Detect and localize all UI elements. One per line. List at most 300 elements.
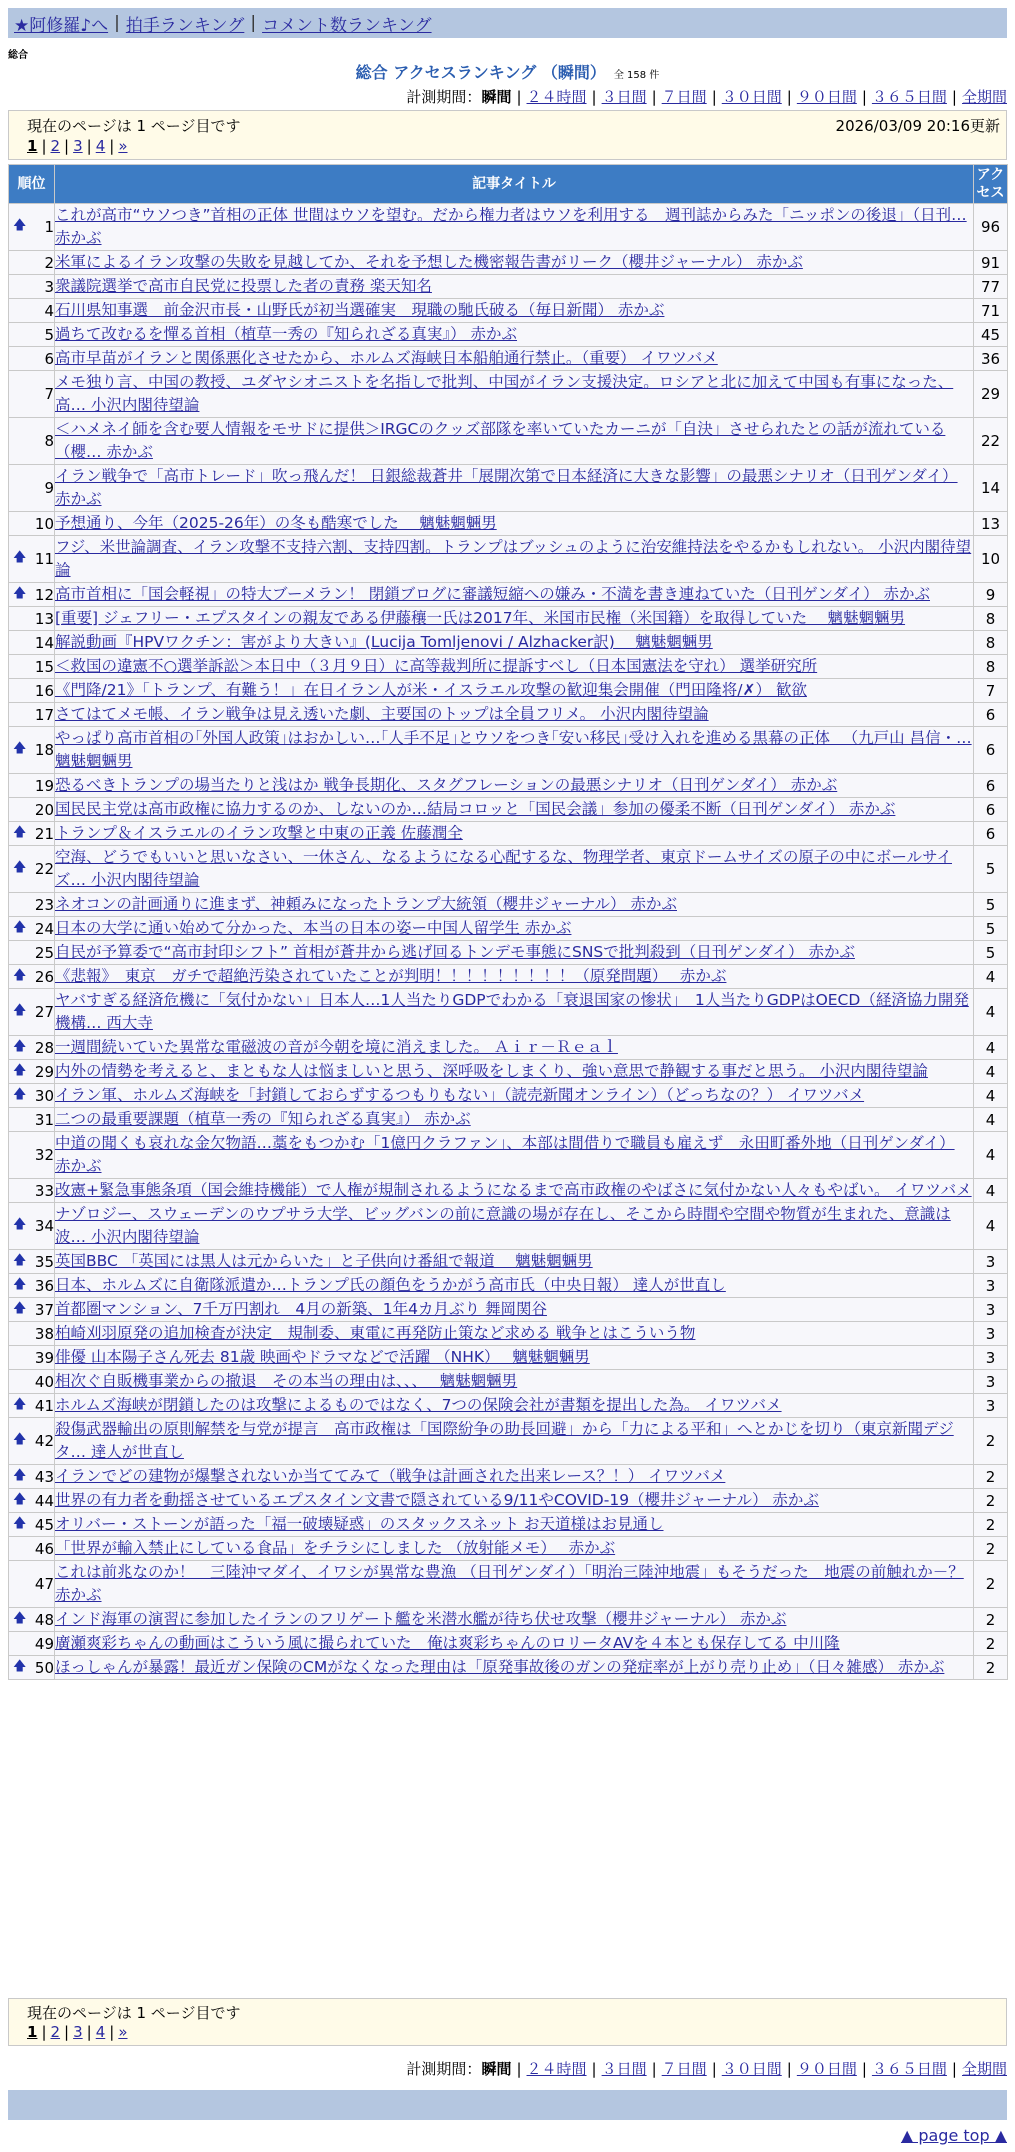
rank-cell xyxy=(9,679,55,703)
total-count: 全 158 件 xyxy=(613,70,660,81)
access-count: 5 xyxy=(974,893,1008,917)
access-count: 29 xyxy=(974,371,1008,418)
pager-page-link[interactable]: » xyxy=(118,2023,128,2041)
ranking-table xyxy=(8,164,1008,1680)
article-title-link[interactable]: フジ、米世論調査、イラン攻撃不支持六割、支持四割。トランプはブッシュのように治安維持法をやるかもしれない。 小沢内閣待望論 xyxy=(55,538,972,579)
rank-number: 19 xyxy=(34,776,54,795)
rank-number: 31 xyxy=(34,1110,54,1129)
pager-current-page: 1 xyxy=(27,137,38,155)
title-cell xyxy=(55,1298,974,1322)
title-cell xyxy=(55,846,974,893)
rank-number: 14 xyxy=(34,633,54,652)
rank-cell xyxy=(9,275,55,299)
title-cell xyxy=(55,631,974,655)
period-link[interactable]: ７日間 xyxy=(661,2060,707,2078)
table-row xyxy=(9,1036,1008,1060)
rank-cell xyxy=(9,727,55,774)
pager-separator: | xyxy=(64,137,70,155)
title-cell xyxy=(55,1322,974,1346)
access-count: 2 xyxy=(974,1656,1008,1680)
rank-cell xyxy=(9,1489,55,1513)
title-cell xyxy=(55,965,974,989)
period-label: 計測期間： xyxy=(406,2060,482,2078)
access-count: 10 xyxy=(974,536,1008,583)
period-separator: | xyxy=(786,88,792,106)
pager-page-link[interactable]: 4 xyxy=(95,137,106,155)
title-cell xyxy=(55,347,974,371)
title-cell xyxy=(55,465,974,512)
rank-number: 7 xyxy=(44,385,54,403)
rank-number: 37 xyxy=(34,1300,54,1319)
article-title-link[interactable]: 首都圏マンション、7千万円割れ 4月の新築、1年4カ月ぶり 舞岡関谷 xyxy=(55,1300,547,1318)
article-title-link[interactable]: イラン軍、ホルムズ海峡を「封鎖しておらずするつもりもない」（読売新聞オンライン）（どっちなの？） イワツバメ xyxy=(55,1086,865,1104)
rank-number: 3 xyxy=(44,277,54,296)
rank-cell xyxy=(9,703,55,727)
title-cell xyxy=(55,1465,974,1489)
access-count: 6 xyxy=(974,822,1008,846)
up-arrow-icon: 🡅 xyxy=(13,1276,27,1292)
article-title-link[interactable]: インド海軍の演習に参加したイランのフリゲート艦を米潜水艦が待ち伏せ攻撃（櫻井ジャーナル） 赤かぶ xyxy=(55,1610,787,1628)
rank-number: 49 xyxy=(34,1634,54,1653)
table-row xyxy=(9,1250,1008,1274)
title-cell xyxy=(55,371,974,418)
article-title-link[interactable]: やっぱり高市首相の｢外国人政策｣はおかしい…｢人手不足｣とウソをつき｢安い移民｣受け入れを進める黒幕の正体 （九戸山 昌信・… 魑魅魍魎男 xyxy=(55,729,972,770)
title-cell xyxy=(55,1084,974,1108)
title-cell xyxy=(55,1036,974,1060)
rank-cell xyxy=(9,917,55,941)
article-title-link[interactable]: イラン戦争で「高市トレード」吹っ飛んだ！ 日銀総裁蒼井「展開次第で日本経済に大きな影響」の最悪シナリオ（日刊ゲンダイ） 赤かぶ xyxy=(55,467,958,508)
article-title-link[interactable]: 柏崎刈羽原発の追加検査が決定 規制委、東電に再発防止策など求める 戦争とはこういう物 xyxy=(55,1324,696,1342)
rank-number: 23 xyxy=(34,895,54,914)
rank-cell xyxy=(9,989,55,1036)
access-count: 3 xyxy=(974,1370,1008,1394)
title-cell xyxy=(55,1179,974,1203)
access-count: 91 xyxy=(974,251,1008,275)
period-link[interactable]: ９０日間 xyxy=(796,88,857,106)
rank-number: 18 xyxy=(34,741,54,759)
period-link[interactable]: ３６５日間 xyxy=(871,88,947,106)
rank-number: 20 xyxy=(34,800,54,819)
current-page-text-bottom: 現在のページは 1 ページ目です xyxy=(27,2004,241,2022)
article-title-link[interactable]: 廣瀬爽彩ちゃんの動画はこういう風に撮られていた 俺は爽彩ちゃんのロリータAVを４本とも保存してる 中川隆 xyxy=(55,1634,840,1652)
page-info-bottom xyxy=(8,1998,1007,2046)
article-title-link[interactable]: ＜救国の違憲不○選挙訴訟＞本日中（３月９日）に高等裁判所に提訴すべし（日本国憲法を守れ） 選挙研究所 xyxy=(55,657,818,675)
table-row xyxy=(9,1537,1008,1561)
pager-page-link[interactable]: » xyxy=(118,137,128,155)
title-cell xyxy=(55,941,974,965)
rank-cell xyxy=(9,798,55,822)
rank-number: 13 xyxy=(34,609,54,628)
title-cell xyxy=(55,703,974,727)
title-cell xyxy=(55,1394,974,1418)
article-title-link[interactable]: 高市首相に「国会軽視」の特大ブーメラン！ 閉鎖ブログに審議短縮への嫌み・不満を書き連ねていた（日刊ゲンダイ） 赤かぶ xyxy=(55,585,930,603)
period-separator: | xyxy=(591,88,597,106)
article-title-link[interactable]: メモ独り言、中国の教授、ユダヤシオニストを名指しで批判、中国がイラン支援決定。ロシアと北に加えて中国も有事になった、高… 小沢内閣待望論 xyxy=(55,373,954,414)
access-count: 96 xyxy=(974,204,1008,251)
title-cell xyxy=(55,774,974,798)
article-title-link[interactable]: 国民民主党は高市政権に協力するのか、しないのか…結局コロッと「国民会議」参加の優柔不断（日刊ゲンダイ） 赤かぶ xyxy=(55,800,896,818)
article-title-link[interactable]: さてはてメモ帳、イラン戦争は見え透いた劇、主要国のトップは全員フリメ。 小沢内閣待望論 xyxy=(55,705,709,723)
access-count: 2 xyxy=(974,1418,1008,1465)
article-title-link[interactable]: 俳優 山本陽子さん死去 81歳 映画やドラマなどで活躍 （NHK） 魑魅魍魎男 xyxy=(55,1348,590,1366)
article-title-link[interactable]: トランプ＆イスラエルのイラン攻撃と中東の正義 佐藤潤全 xyxy=(55,824,463,842)
up-arrow-icon: 🡅 xyxy=(13,919,27,935)
rank-cell xyxy=(9,1298,55,1322)
table-row xyxy=(9,679,1008,703)
period-link[interactable]: ３日間 xyxy=(601,88,647,106)
pager-page-link[interactable]: 4 xyxy=(95,2023,106,2041)
access-count: 7 xyxy=(974,679,1008,703)
rank-cell xyxy=(9,536,55,583)
rank-number: 38 xyxy=(34,1324,54,1343)
rank-cell xyxy=(9,1537,55,1561)
pager-separator: | xyxy=(64,2023,70,2041)
title-cell xyxy=(55,323,974,347)
access-count: 4 xyxy=(974,1179,1008,1203)
up-arrow-icon: 🡅 xyxy=(13,1086,27,1102)
up-arrow-icon: 🡅 xyxy=(13,1432,27,1447)
access-count: 2 xyxy=(974,1561,1008,1608)
access-count: 5 xyxy=(974,846,1008,893)
page-top-link[interactable]: ▲ page top ▲ xyxy=(900,2126,1007,2145)
period-selector-bottom xyxy=(406,2058,1007,2079)
rank-cell xyxy=(9,846,55,893)
pager-page-link[interactable]: 2 xyxy=(50,137,61,155)
rank-number: 50 xyxy=(34,1658,54,1677)
access-count: 8 xyxy=(974,607,1008,631)
table-header-row xyxy=(9,165,1008,204)
access-count: 4 xyxy=(974,1132,1008,1179)
table-row xyxy=(9,1489,1008,1513)
article-title-link[interactable]: 空海、どうでもいいと思いなさい、一休さん、なるようになる心配するな、物理学者、東京ドームサイズの原子の中にボールサイズ… 小沢内閣待望論 xyxy=(55,848,952,889)
title-cell xyxy=(55,1203,974,1250)
article-title-link[interactable]: 石川県知事選 前金沢市長・山野氏が初当選確実 現職の馳氏破る（毎日新聞） 赤かぶ xyxy=(55,301,665,319)
home-link[interactable]: ★阿修羅♪へ xyxy=(14,15,109,36)
rank-number: 36 xyxy=(34,1276,54,1295)
rank-number: 5 xyxy=(44,325,54,344)
rank-number: 21 xyxy=(34,824,54,843)
table-row xyxy=(9,631,1008,655)
rank-number: 26 xyxy=(34,967,54,986)
rank-number: 43 xyxy=(34,1467,54,1486)
pager-page-link[interactable]: 3 xyxy=(73,2023,83,2041)
title-cell xyxy=(55,1656,974,1680)
up-arrow-icon: 🡅 xyxy=(13,1062,27,1078)
article-title-link[interactable]: [重要] ジェフリー・エプスタインの親友である伊藤穰一氏は2017年、米国市民権（米国籍）を取得していた 魑魅魍魎男 xyxy=(55,609,906,627)
table-row xyxy=(9,1322,1008,1346)
title-cell xyxy=(55,989,974,1036)
title-cell xyxy=(55,1274,974,1298)
rank-number: 16 xyxy=(34,681,54,700)
access-count: 8 xyxy=(974,631,1008,655)
period-link[interactable]: ２４時間 xyxy=(526,2060,587,2078)
article-title-link[interactable]: 一週間続いていた異常な電磁波の音が今朝を境に消えました。 Ａｉｒ－Ｒｅａｌ xyxy=(55,1038,618,1056)
pager-separator: | xyxy=(109,2023,115,2041)
article-title-link[interactable]: これは前兆なのか！ 三陸沖マダイ、イワシが異常な豊漁 （日刊ゲンダイ）「明治三陸沖地震」もそうだった 地震の前触れか－？ 赤かぶ xyxy=(55,1563,964,1604)
table-row xyxy=(9,774,1008,798)
period-link[interactable]: ３日間 xyxy=(601,2060,647,2078)
access-count: 4 xyxy=(974,1060,1008,1084)
article-title-link[interactable]: 中道の聞くも哀れな金欠物語…藁をもつかむ「1億円クラファン」、本部は間借りで職員も雇えず 永田町番外地（日刊ゲンダイ） 赤かぶ xyxy=(55,1134,955,1175)
article-title-link[interactable]: 《悲報》 東京 ガチで超絶汚染されていたことが判明！！！！！！！！！（原発問題） 赤かぶ xyxy=(55,967,727,985)
article-title-link[interactable]: 英国BBC 「英国には黒人は元からいた」と子供向け番組で報道 魑魅魍魎男 xyxy=(55,1252,593,1270)
nav-separator: | xyxy=(114,13,120,33)
rank-cell xyxy=(9,1108,55,1132)
rank-number: 11 xyxy=(34,550,54,568)
period-separator: | xyxy=(711,88,717,106)
rank-cell xyxy=(9,655,55,679)
period-current: 瞬間 xyxy=(481,2060,512,2078)
article-title-link[interactable]: 恐るべきトランプの場当たりと浅はか 戦争長期化、スタグフレーションの最悪シナリオ（日刊ゲンダイ） 赤かぶ xyxy=(55,776,838,794)
table-row xyxy=(9,703,1008,727)
table-row xyxy=(9,1132,1008,1179)
up-arrow-icon: 🡅 xyxy=(13,741,27,756)
rank-number: 22 xyxy=(34,860,54,878)
table-row xyxy=(9,893,1008,917)
title-cell xyxy=(55,655,974,679)
period-link[interactable]: ３６５日間 xyxy=(871,2060,947,2078)
article-title-link[interactable]: 予想通り、今年（2025-26年）の冬も酷寒でした 魑魅魍魎男 xyxy=(55,514,497,532)
title-cell xyxy=(55,1108,974,1132)
access-count: 77 xyxy=(974,275,1008,299)
access-count: 6 xyxy=(974,798,1008,822)
pager-current-page: 1 xyxy=(27,2023,38,2041)
article-title-link[interactable]: これが高市“ウソつき”首相の正体 世間はウソを望む。だから権力者はウソを利用する 週刊誌からみた「ニッポンの後退」（日刊… 赤かぶ xyxy=(55,206,967,247)
table-row xyxy=(9,846,1008,893)
up-arrow-icon: 🡅 xyxy=(13,1658,27,1674)
table-row xyxy=(9,1179,1008,1203)
rank-cell xyxy=(9,1656,55,1680)
pager-page-link[interactable]: 2 xyxy=(50,2023,61,2041)
table-row xyxy=(9,251,1008,275)
period-link[interactable]: ２４時間 xyxy=(526,88,587,106)
table-row xyxy=(9,418,1008,465)
ranking-title: 総合 アクセスランキング （瞬間） xyxy=(355,63,606,82)
pager-separator: | xyxy=(86,137,92,155)
rank-cell xyxy=(9,323,55,347)
rank-cell xyxy=(9,1203,55,1250)
title-cell xyxy=(55,1608,974,1632)
category-label: 総合 xyxy=(8,50,28,61)
title-cell xyxy=(55,1346,974,1370)
rank-number: 41 xyxy=(34,1396,54,1415)
rank-cell xyxy=(9,941,55,965)
title-cell xyxy=(55,1132,974,1179)
table-row xyxy=(9,1108,1008,1132)
article-title-link[interactable]: 殺傷武器輸出の原則解禁を与党が提言 高市政権は「国際紛争の助長回避」から「力による平和」へとかじを切り（東京新聞デジタ… 達人が世直し xyxy=(55,1420,954,1461)
title-cell xyxy=(55,536,974,583)
nav-separator: | xyxy=(250,13,257,33)
access-count: 2 xyxy=(974,1537,1008,1561)
rank-cell xyxy=(9,822,55,846)
rank-cell xyxy=(9,1060,55,1084)
page-title xyxy=(0,60,1015,83)
up-arrow-icon: 🡅 xyxy=(13,1003,27,1018)
title-cell xyxy=(55,1250,974,1274)
table-row xyxy=(9,465,1008,512)
period-separator: | xyxy=(951,2060,957,2078)
period-separator: | xyxy=(711,2060,717,2078)
rank-cell xyxy=(9,512,55,536)
article-title-link[interactable]: 《門降/21》「トランプ、有難う！」在日イラン人が米・イスラエル攻撃の歓迎集会開催（門田隆将/✗） 歓欲 xyxy=(55,681,807,699)
title-cell xyxy=(55,1513,974,1537)
table-row xyxy=(9,1203,1008,1250)
table-row xyxy=(9,989,1008,1036)
title-cell xyxy=(55,679,974,703)
article-title-link[interactable]: 「世界が輸入禁止にしている食品」をチラシにしました （放射能メモ） 赤かぶ xyxy=(55,1539,616,1557)
rank-number: 15 xyxy=(34,657,54,676)
article-title-link[interactable]: ネオコンの計画通りに進まず、神頼みになったトランプ大統領（櫻井ジャーナル） 赤かぶ xyxy=(55,895,677,913)
rank-number: 6 xyxy=(44,349,54,368)
access-count: 3 xyxy=(974,1346,1008,1370)
access-count: 2 xyxy=(974,1608,1008,1632)
article-title-link[interactable]: ヤバすぎる経済危機に「気付かない」日本人…1人当たりGDPでわかる「衰退国家の惨状」 1人当たりGDPはOECD（経済協力開発機構… 西大寺 xyxy=(55,991,969,1032)
period-separator: | xyxy=(516,2060,522,2078)
up-arrow-icon: 🡅 xyxy=(13,1610,27,1626)
rank-number: 34 xyxy=(34,1217,54,1235)
article-title-link[interactable]: ほっしゃんが暴露！最近ガン保険のCMがなくなった理由は「原発事故後のガンの発症率が上がり売り止め」（日々雑感） 赤かぶ xyxy=(55,1658,945,1676)
rank-number: 35 xyxy=(34,1252,54,1271)
table-row xyxy=(9,299,1008,323)
title-cell xyxy=(55,727,974,774)
article-title-link[interactable]: 内外の情勢を考えると、まともな人は悩ましいと思う、深呼吸をしまくり、強い意思で静観する事だと思う。 小沢内閣待望論 xyxy=(55,1062,928,1080)
table-row xyxy=(9,323,1008,347)
article-title-link[interactable]: イランでどの建物が爆撃されないか当ててみて（戦争は計画された出来レース？！） イワツバメ xyxy=(55,1467,726,1485)
rank-cell xyxy=(9,251,55,275)
pager-page-link[interactable]: 3 xyxy=(73,137,83,155)
rank-number: 39 xyxy=(34,1348,54,1367)
table-row xyxy=(9,1084,1008,1108)
article-title-link[interactable]: 日本、ホルムズに自衛隊派遣か…トランプ氏の顔色をうかがう高市氏（中央日報） 達人が世直し xyxy=(55,1276,726,1294)
article-title-link[interactable]: 衆議院選挙で高市自民党に投票した者の責務 楽天知名 xyxy=(55,277,432,295)
rank-cell xyxy=(9,347,55,371)
title-cell xyxy=(55,1060,974,1084)
table-row xyxy=(9,347,1008,371)
article-title-link[interactable]: 二つの最重要課題（植草一秀の『知られざる真実』） 赤かぶ xyxy=(55,1110,471,1128)
table-row xyxy=(9,512,1008,536)
period-link[interactable]: ３０日間 xyxy=(721,88,782,106)
rank-number: 1 xyxy=(44,218,54,236)
comment-ranking-link[interactable]: コメント数ランキング xyxy=(262,15,432,36)
access-count: 4 xyxy=(974,989,1008,1036)
rank-number: 10 xyxy=(34,514,54,533)
period-link[interactable]: ７日間 xyxy=(661,88,707,106)
period-separator: | xyxy=(951,88,957,106)
rank-number: 9 xyxy=(44,479,54,497)
access-count: 3 xyxy=(974,1298,1008,1322)
title-cell xyxy=(55,1537,974,1561)
rank-cell xyxy=(9,893,55,917)
period-link[interactable]: 全期間 xyxy=(961,2060,1007,2078)
article-title-link[interactable]: 相次ぐ自販機事業からの撤退 その本当の理由は、、、 魑魅魍魎男 xyxy=(55,1372,518,1390)
up-arrow-icon: 🡅 xyxy=(13,1515,27,1531)
rank-number: 40 xyxy=(34,1372,54,1391)
title-cell xyxy=(55,1489,974,1513)
table-row xyxy=(9,1060,1008,1084)
title-cell xyxy=(55,418,974,465)
rank-cell xyxy=(9,1132,55,1179)
period-separator: | xyxy=(516,88,522,106)
access-count: 2 xyxy=(974,1489,1008,1513)
rank-cell xyxy=(9,1084,55,1108)
article-title-link[interactable]: 世界の有力者を動揺させているエプスタイン文書で隠されている9/11やCOVID-19（櫻井ジャーナル） 赤かぶ xyxy=(55,1491,819,1509)
period-link[interactable]: ３０日間 xyxy=(721,2060,782,2078)
rank-cell xyxy=(9,204,55,251)
title-cell xyxy=(55,1418,974,1465)
article-title-link[interactable]: 日本の大学に通い始めて分かった、本当の日本の姿ー中国人留学生 赤かぶ xyxy=(55,919,572,937)
access-count: 2 xyxy=(974,1513,1008,1537)
access-count: 13 xyxy=(974,512,1008,536)
rank-cell xyxy=(9,1513,55,1537)
rank-cell xyxy=(9,1465,55,1489)
ranking-body xyxy=(9,204,1008,1680)
table-row xyxy=(9,727,1008,774)
access-count: 3 xyxy=(974,1322,1008,1346)
article-title-link[interactable]: 改憲+緊急事態条項（国会維持機能）で人権が規制されるようになるまで高市政権のやばさに気付かない人々もやばい。 イワツバメ xyxy=(55,1181,972,1199)
article-title-link[interactable]: オリバー・ストーンが語った「福一破壊疑惑」のスタックスネット お天道様はお見通し xyxy=(55,1515,664,1533)
access-count: 71 xyxy=(974,299,1008,323)
table-row xyxy=(9,536,1008,583)
article-title-link[interactable]: ナゾロジー、スウェーデンのウプサラ大学、ビッグバンの前に意識の場が存在し、そこから時間や空間や物質が生まれた、意識は波… 小沢内閣待望論 xyxy=(55,1205,951,1246)
rank-cell xyxy=(9,631,55,655)
table-row xyxy=(9,583,1008,607)
title-cell xyxy=(55,917,974,941)
access-count: 2 xyxy=(974,1632,1008,1656)
article-title-link[interactable]: ホルムズ海峡が閉鎖したのは攻撃によるものではなく、7つの保険会社が書類を提出した為。 イワツバメ xyxy=(55,1396,782,1414)
title-cell xyxy=(55,583,974,607)
table-row xyxy=(9,1561,1008,1608)
article-title-link[interactable]: ＜ハメネイ師を含む要人情報をモサドに提供＞IRGCのクッズ部隊を率いていたカーニが「自決」させられたとの話が流れている（櫻… 赤かぶ xyxy=(55,420,946,461)
table-row xyxy=(9,1513,1008,1537)
rank-cell xyxy=(9,1608,55,1632)
table-row xyxy=(9,1656,1008,1680)
rank-cell xyxy=(9,1274,55,1298)
access-count: 4 xyxy=(974,1203,1008,1250)
rank-cell xyxy=(9,299,55,323)
article-title-link[interactable]: 高市早苗がイランと関係悪化させたから、ホルムズ海峡日本船舶通行禁止。（重要） イワツバメ xyxy=(55,349,718,367)
rank-number: 44 xyxy=(34,1491,54,1510)
access-count: 6 xyxy=(974,774,1008,798)
article-title-link[interactable]: 過ちて改むるを憚る首相（植草一秀の『知られざる真実』） 赤かぶ xyxy=(55,325,518,343)
table-row xyxy=(9,204,1008,251)
article-title-link[interactable]: 自民が予算委で“高市封印シフト” 首相が蒼井から逃げ回るトンデモ事態にSNSで批判殺到（日刊ゲンダイ） 赤かぶ xyxy=(55,943,855,961)
access-count: 14 xyxy=(974,465,1008,512)
period-link[interactable]: 全期間 xyxy=(961,88,1007,106)
title-cell xyxy=(55,512,974,536)
rank-cell xyxy=(9,418,55,465)
table-row xyxy=(9,1418,1008,1465)
table-row xyxy=(9,371,1008,418)
up-arrow-icon: 🡅 xyxy=(13,860,27,875)
rank-cell xyxy=(9,371,55,418)
rank-number: 47 xyxy=(34,1575,54,1593)
article-title-link[interactable]: 米軍によるイラン攻撃の失敗を見越してか、それを予想した機密報告書がリーク（櫻井ジャーナル） 赤かぶ xyxy=(55,253,803,271)
access-count: 5 xyxy=(974,917,1008,941)
period-link[interactable]: ９０日間 xyxy=(796,2060,857,2078)
rank-cell xyxy=(9,1346,55,1370)
clap-ranking-link[interactable]: 拍手ランキング xyxy=(125,15,245,36)
rank-cell xyxy=(9,1036,55,1060)
title-header: 記事タイトル xyxy=(55,165,974,204)
access-count: 36 xyxy=(974,347,1008,371)
table-row xyxy=(9,917,1008,941)
rank-number: 28 xyxy=(34,1038,54,1057)
up-arrow-icon: 🡅 xyxy=(13,967,27,983)
rank-number: 27 xyxy=(34,1003,54,1021)
rank-number: 46 xyxy=(34,1539,54,1558)
article-title-link[interactable]: 解説動画『HPVワクチン：害がより大きい』(Lucija Tomljenovi / Alzhacker訳) 魑魅魍魎男 xyxy=(55,633,713,651)
pager-bottom xyxy=(27,2023,128,2041)
